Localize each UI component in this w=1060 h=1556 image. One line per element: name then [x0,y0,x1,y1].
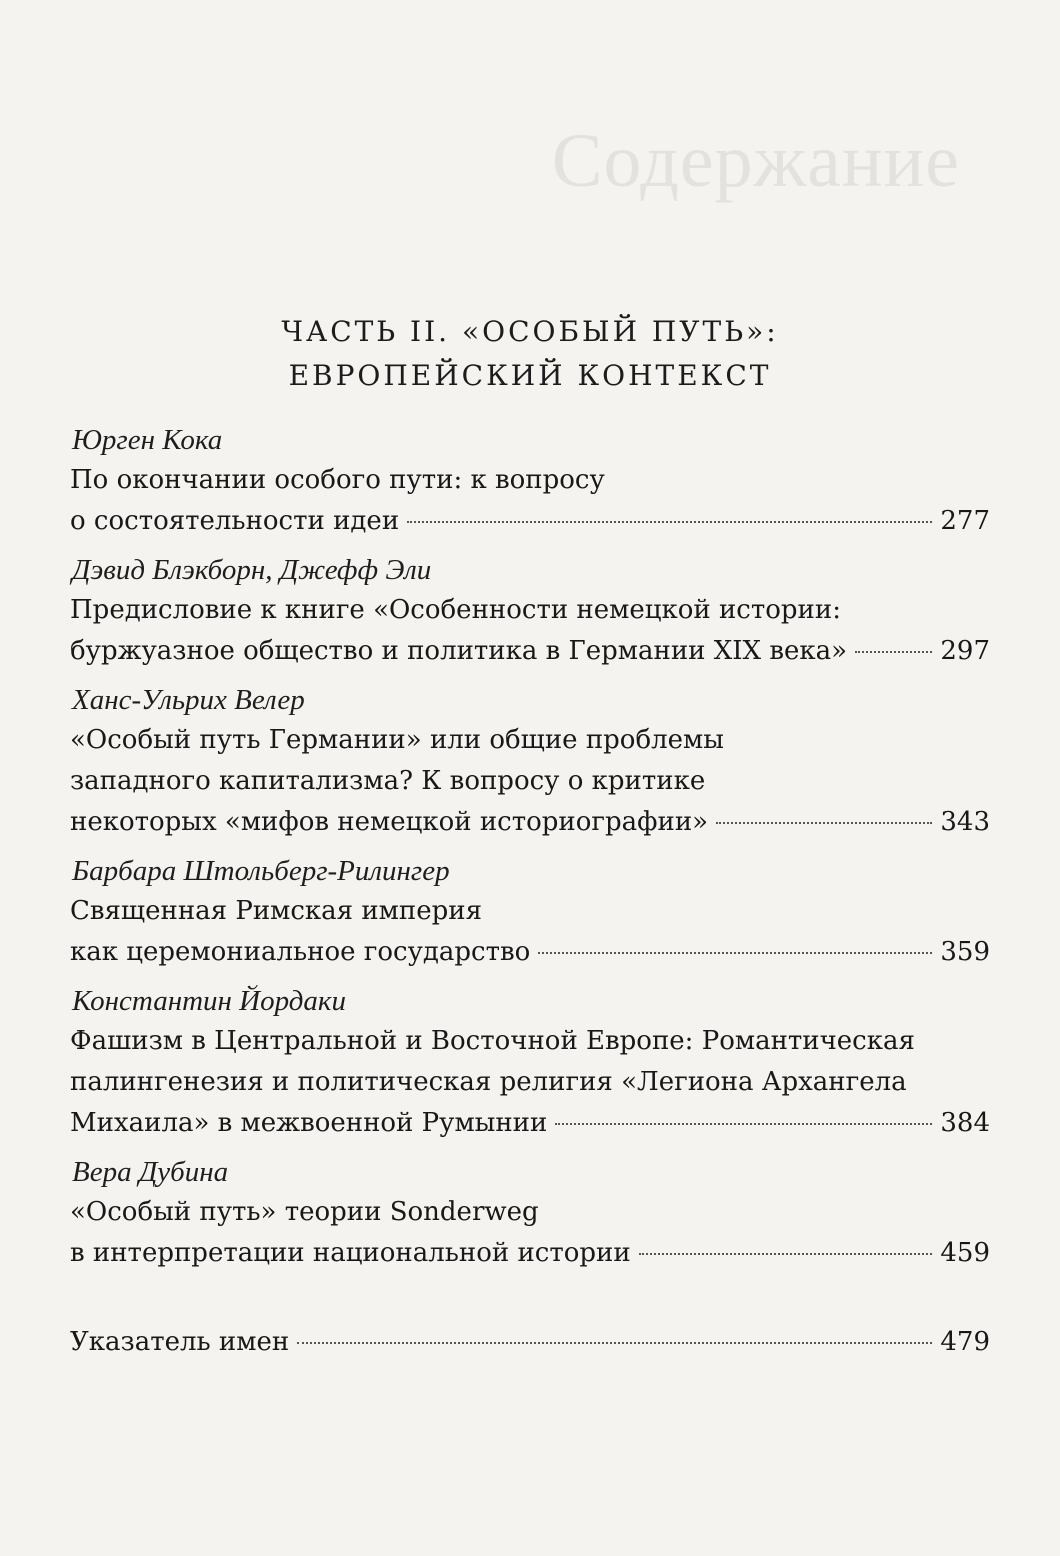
part-title [160,310,900,398]
entry-author: Константин Йордаки [72,985,346,1017]
entry-title-line: некоторых «мифов немецкой историографии» [70,807,709,837]
entry-title-line: «Особый путь» теории Sonderweg [70,1197,539,1227]
entry-title-line: о состоятельности идеи [70,506,400,536]
toc-entry[interactable] [70,851,990,973]
dot-leader [297,1342,932,1344]
entry-author: Вера Дубина [72,1156,229,1188]
part-title-line-1: ЧАСТЬ II. «ОСОБЫЙ ПУТЬ»: [281,315,779,348]
entry-page-number: 343 [940,807,990,837]
entry-page-number: 359 [940,937,990,967]
dot-leader [716,822,932,824]
toc-entry[interactable] [70,1152,990,1274]
entry-title-last-line [70,932,990,973]
dot-leader [407,521,932,523]
entry-title-last-line [70,501,990,542]
toc-entries [70,420,990,1282]
dot-leader [639,1253,933,1255]
entry-title-line: Предисловие к книге «Особенности немецкой истории: [70,595,841,625]
dot-leader [538,952,932,954]
dot-leader [555,1123,932,1125]
entry-page-number: 297 [940,636,990,666]
entry-title-last-line [70,1233,990,1274]
entry-title-line: Фашизм в Центральной и Восточной Европе: Романтическая [70,1026,915,1056]
entry-title-line: палингенезия и политическая религия «Легиона Архангела [70,1067,907,1097]
entry-title-line: буржуазное общество и политика в Германии XIX века» [70,636,848,666]
entry-title-last-line [70,631,990,672]
entry-page-number: 384 [940,1108,990,1138]
dot-leader [855,651,932,653]
show-through-heading: Содержание [551,119,960,203]
entry-title-line: «Особый путь Германии» или общие проблемы [70,725,724,755]
entry-page-number: 459 [940,1238,990,1268]
entry-author: Барбара Штольберг-Рилингер [72,855,450,887]
entry-page-number: 277 [940,506,990,536]
index-entry[interactable] [70,1322,990,1363]
entry-title-line: как церемониальное государство [70,937,531,967]
entry-title-last-line [70,802,990,843]
entry-author: Ханс-Ульрих Велер [72,684,305,716]
entry-title-line: Священная Римская империя [70,896,482,926]
entry-title-line: западного капитализма? К вопросу о критике [70,766,706,796]
entry-title-line: в интерпретации национальной истории [70,1238,631,1268]
index-page-number: 479 [940,1327,990,1357]
toc-entry[interactable] [70,550,990,672]
toc-entry[interactable] [70,680,990,843]
toc-entry[interactable] [70,981,990,1144]
index-label: Указатель имен [70,1327,290,1357]
entry-author: Юрген Кока [72,424,223,456]
toc-entry[interactable] [70,420,990,542]
index-line [70,1322,990,1363]
part-title-line-2: ЕВРОПЕЙСКИЙ КОНТЕКСТ [288,359,772,392]
entry-author: Дэвид Блэкборн, Джефф Эли [72,554,432,586]
entry-title-line: Михаила» в межвоенной Румынии [70,1108,548,1138]
entry-title-last-line [70,1103,990,1144]
entry-title-line: По окончании особого пути: к вопросу [70,465,605,495]
